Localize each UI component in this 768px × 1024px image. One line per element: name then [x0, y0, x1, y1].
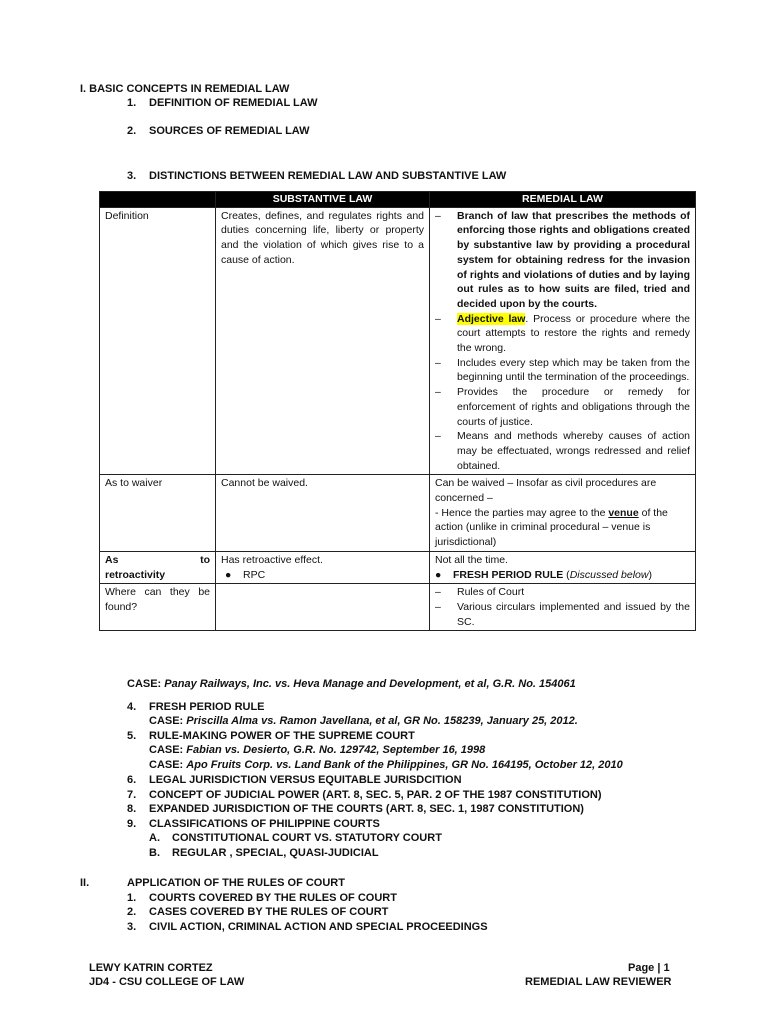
cell-text: Has retroactive effect. — [221, 553, 323, 566]
cell-text: Can be waived – Insofar as civil procedures are concerned – — [435, 477, 657, 505]
list-number: A. — [149, 832, 160, 844]
list-number: 6. — [127, 774, 137, 786]
header-substantive-law: SUBSTANTIVE LAW — [216, 192, 430, 208]
substantive-cell — [216, 584, 430, 631]
list-item: REGULAR , SPECIAL, QUASI-JUDICIAL — [172, 847, 379, 859]
cell-text-venue — [435, 506, 690, 550]
list-item: SOURCES OF REMEDIAL LAW — [149, 125, 310, 137]
list-item — [435, 356, 690, 385]
remedial-cell — [430, 551, 696, 583]
section-number: II. — [80, 877, 90, 889]
dash-marker: – — [435, 386, 441, 399]
list-number: 2. — [127, 906, 137, 918]
list-item: EXPANDED JURISDICTION OF THE COURTS (ART. 8, SEC. 1, 1987 CONSTITUTION) — [149, 803, 584, 815]
cell-text: Creates, defines, and regulates rights and duties concerning life, liberty or property and the violation of which gives rise to a cause of action. — [221, 209, 424, 266]
header-remedial-law: REMEDIAL LAW — [430, 192, 696, 208]
table-header-row — [100, 192, 696, 208]
list-item: LEGAL JURISDICTION VERSUS EQUITABLE JURISDCITION — [149, 774, 462, 786]
section-heading: I. BASIC CONCEPTS IN REMEDIAL LAW — [80, 83, 290, 95]
case-line — [149, 714, 578, 728]
page-label: Page — [628, 962, 655, 974]
case-citation: Panay Railways, Inc. vs. Heva Manage and Development, et al, G.R. No. 154061 — [164, 678, 576, 690]
case-label: CASE: — [149, 715, 184, 727]
cell-text: Rules of Court — [457, 586, 525, 599]
dash-marker: – — [435, 209, 441, 222]
cell-text: ) — [648, 568, 652, 581]
list-item — [435, 429, 690, 473]
dash-marker: – — [435, 430, 441, 443]
section-heading: APPLICATION OF THE RULES OF COURT — [127, 877, 345, 889]
row-label-text: retroactivity — [105, 568, 166, 581]
list-item: CONSTITUTIONAL COURT VS. STATUTORY COURT — [172, 832, 442, 844]
list-item — [435, 600, 690, 629]
cell-text: Means and methods whereby causes of action may be effectuated, wrongs redressed and relief obtained. — [457, 430, 690, 472]
list-number: B. — [149, 847, 160, 859]
remedial-cell — [430, 584, 696, 631]
case-line — [149, 758, 623, 772]
dash-marker: – — [435, 586, 441, 599]
page-separator: | — [657, 962, 661, 974]
list-number: 4. — [127, 701, 137, 713]
list-item: CONCEPT OF JUDICIAL POWER (ART. 8, SEC. 5, PAR. 2 OF THE 1987 CONSTITUTION) — [149, 789, 602, 801]
list-item: DISTINCTIONS BETWEEN REMEDIAL LAW AND SUBSTANTIVE LAW — [149, 170, 507, 182]
highlighted-term: Adjective law — [457, 312, 526, 325]
row-label-text: to — [200, 553, 210, 566]
page-number: 1 — [663, 962, 670, 974]
cell-text: Cannot be waived. — [221, 477, 308, 490]
list-item — [435, 585, 690, 600]
dash-marker: – — [435, 600, 441, 613]
case-label: CASE: — [127, 678, 162, 690]
row-label-text: Definition — [105, 209, 149, 222]
cell-text: Branch of law that prescribes the methods of enforcing those rights and obligations created by substantive law by providing a procedural system for obtaining redress for the invasion of rights and violations of duties and by laying out rules as to how suits are filed, tried and decided upon by the courts. — [457, 209, 690, 310]
case-line — [127, 677, 576, 691]
remedial-cell — [430, 207, 696, 475]
footer-author: LEWY KATRIN CORTEZ — [89, 962, 213, 974]
cell-text: Provides the procedure or remedy for enforcement of rights and obligations through the courts of justice. — [457, 386, 690, 428]
bullet-item — [221, 568, 424, 583]
list-number: 9. — [127, 818, 137, 830]
list-number: 3. — [127, 170, 137, 182]
list-number: 1. — [127, 892, 137, 904]
remedial-list — [435, 209, 690, 474]
cell-text: . Process or procedure where the court attempts to restore the rights and remedy the wrong. — [457, 312, 690, 355]
list-item: CIVIL ACTION, CRIMINAL ACTION AND SPECIAL PROCEEDINGS — [149, 921, 488, 933]
cell-text: Discussed below — [569, 568, 649, 581]
list-number: 1. — [127, 97, 137, 109]
list-item: CLASSIFICATIONS OF PHILIPPINE COURTS — [149, 818, 380, 830]
footer-doc-title: REMEDIAL LAW REVIEWER — [525, 976, 672, 988]
table-row — [100, 551, 696, 583]
substantive-cell — [216, 551, 430, 583]
cell-text: FRESH PERIOD RULE — [453, 568, 564, 581]
cell-text: RPC — [243, 568, 266, 581]
remedial-cell — [430, 475, 696, 552]
list-item: FRESH PERIOD RULE — [149, 701, 265, 713]
footer-school: JD4 - CSU COLLEGE OF LAW — [89, 976, 245, 988]
dash-marker: – — [435, 356, 441, 369]
row-label-text: As to waiver — [105, 477, 163, 490]
row-label-text: As — [105, 553, 119, 566]
case-line — [149, 743, 485, 757]
row-label — [100, 207, 216, 475]
cell-text: ( — [563, 568, 570, 581]
list-number: 3. — [127, 921, 137, 933]
cell-text: Includes every step which may be taken from the beginning until the termination of the proceedings. — [457, 356, 690, 384]
case-label: CASE: — [149, 759, 184, 771]
list-item — [435, 385, 690, 429]
substantive-cell — [216, 475, 430, 552]
bullet-marker: ● — [225, 568, 232, 581]
bullet-marker: ● — [435, 568, 442, 581]
list-item: COURTS COVERED BY THE RULES OF COURT — [149, 892, 397, 904]
cell-text: Various circulars implemented and issued by the SC. — [457, 600, 690, 628]
row-label — [100, 475, 216, 552]
list-item: RULE-MAKING POWER OF THE SUPREME COURT — [149, 730, 415, 742]
case-citation: Priscilla Alma vs. Ramon Javellana, et al, GR No. 158239, January 25, 2012. — [186, 715, 578, 727]
bullet-item — [435, 568, 690, 583]
comparison-table — [99, 191, 696, 631]
list-number: 2. — [127, 125, 137, 137]
substantive-cell — [216, 207, 430, 475]
footer-page — [628, 962, 670, 974]
list-number: 8. — [127, 803, 137, 815]
cell-text: Not all the time. — [435, 553, 508, 566]
cell-text: of the action (unlike in criminal procedural – venue is jurisdictional) — [435, 506, 668, 549]
row-label — [100, 584, 216, 631]
table-row — [100, 475, 696, 552]
list-number: 5. — [127, 730, 137, 742]
list-item: DEFINITION OF REMEDIAL LAW — [149, 97, 318, 109]
dash-marker: – — [435, 312, 441, 325]
list-item — [435, 209, 690, 312]
list-item: CASES COVERED BY THE RULES OF COURT — [149, 906, 389, 918]
row-label-text: Where can they be found? — [105, 586, 210, 613]
table-row — [100, 584, 696, 631]
cell-text: - Hence the parties may agree to the — [435, 506, 609, 519]
header-blank-cell — [100, 192, 216, 208]
case-label: CASE: — [149, 744, 184, 756]
list-number: 7. — [127, 789, 137, 801]
row-label-line — [105, 553, 210, 568]
remedial-list — [435, 585, 690, 629]
list-item — [435, 312, 690, 356]
case-citation: Apo Fruits Corp. vs. Land Bank of the Philippines, GR No. 164195, October 12, 2010 — [186, 759, 623, 771]
case-citation: Fabian vs. Desierto, G.R. No. 129742, September 16, 1998 — [186, 744, 486, 756]
underlined-term: venue — [608, 506, 639, 519]
table-row — [100, 207, 696, 475]
row-label — [100, 551, 216, 583]
